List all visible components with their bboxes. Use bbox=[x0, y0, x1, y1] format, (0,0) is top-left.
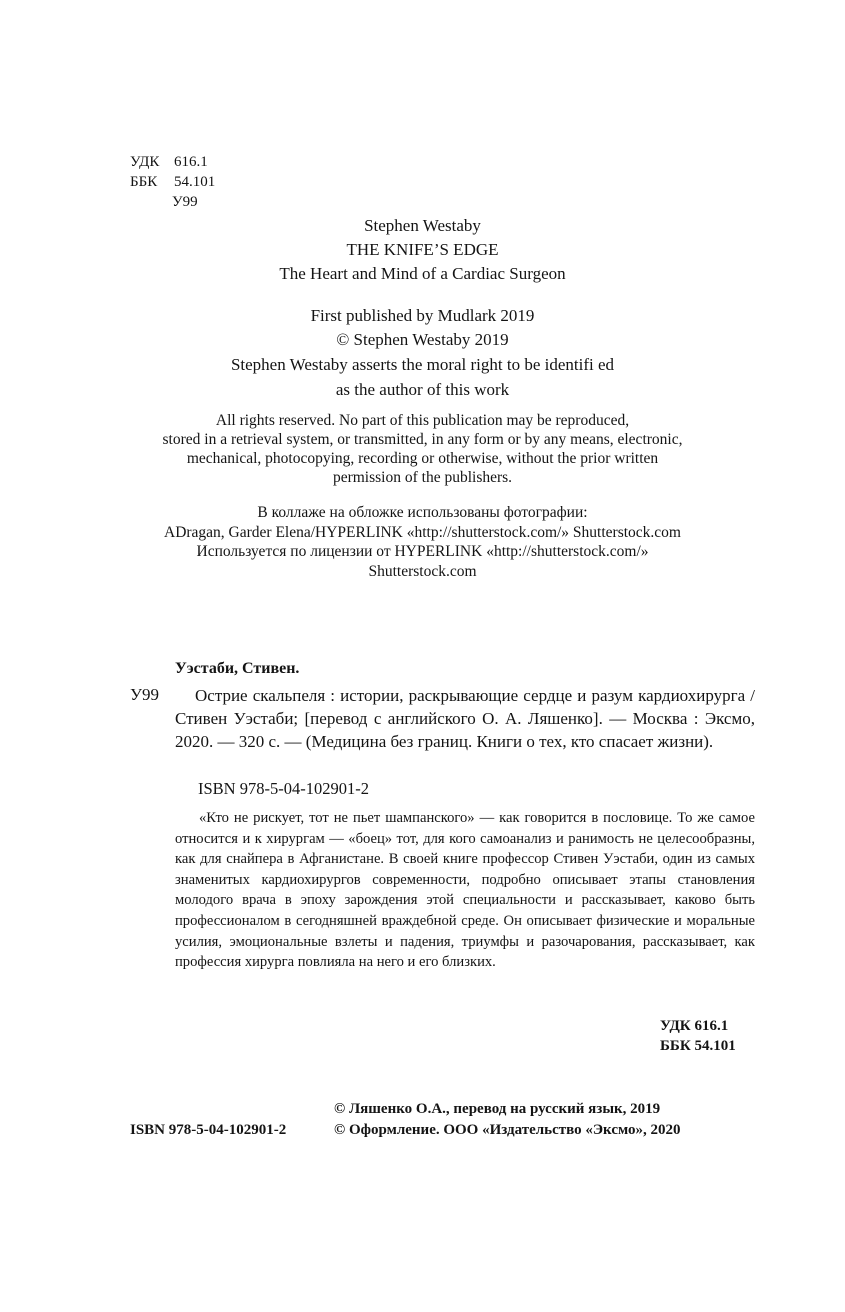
author-mark: У99 bbox=[172, 194, 198, 210]
bib-udk: УДК 616.1 bbox=[660, 1018, 729, 1034]
bib-description: Острие скальпеля : истории, раскрывающие сердце и разум кардиохирурга / Стивен Уэстаби; [перевод с английского О. А. Ляшенко]. — Москва : Эксмо, 2020. — 320 с. — (Медицина без границ. Книги о тех, кто спасает жизни). bbox=[175, 686, 755, 751]
footer-isbn: ISBN 978-5-04-102901-2 bbox=[130, 1122, 287, 1138]
rights-line-2: stored in a retrieval system, or transmitted, in any form or by any means, electronic, bbox=[162, 431, 683, 448]
bib-author-heading: Уэстаби, Стивен. bbox=[175, 660, 300, 677]
first-published: First published by Mudlark 2019 bbox=[310, 306, 535, 325]
bbk-label: ББК bbox=[130, 174, 158, 190]
original-subtitle: The Heart and Mind of a Cardiac Surgeon bbox=[279, 264, 566, 283]
rights-line-3: mechanical, photocopying, recording or otherwise, without the prior written bbox=[186, 450, 659, 467]
bib-isbn: ISBN 978-5-04-102901-2 bbox=[198, 779, 369, 798]
rights-line-4: permission of the publishers. bbox=[332, 469, 513, 486]
original-copyright: © Stephen Westaby 2019 bbox=[336, 330, 509, 349]
moral-right-line-2: as the author of this work bbox=[335, 380, 510, 399]
cover-credit-line-1: В коллаже на обложке использованы фотографии: bbox=[257, 504, 588, 521]
cover-credit-line-3: Используется по лицензии от HYPERLINK «http://shutterstock.com/» bbox=[196, 543, 649, 560]
cover-credit-line-2: ADragan, Garder Elena/HYPERLINK «http://shutterstock.com/» Shutterstock.com bbox=[164, 524, 681, 541]
bib-bbk: ББК 54.101 bbox=[660, 1038, 736, 1054]
bbk-row bbox=[130, 172, 215, 192]
cover-credit-line-4: Shutterstock.com bbox=[368, 563, 477, 580]
annotation: «Кто не рискует, тот не пьет шампанского» — как говорится в пословице. То же самое относится и к хирургам — «боец» тот, для кого самоанализ и ранимость не целесообразны, как для снайпера в Афганистане. В своей книге профессор Стивен Уэстаби, один из самых знаменитых кардиохирургов современности, подробно описывает этапы становления молодого врача в эпоху зарождения этой специальности и рассказывает, каково быть профессионалом в сегодняшней враждебной среде. Он описывает физические и моральные усилия, эмоциональные взлеты и падения, триумфы и разочарования, рассказывает, как профессия хирурга повлияла на него и его близких. bbox=[175, 810, 755, 971]
udk-row bbox=[130, 152, 215, 172]
copyright-translation: © Ляшенко О.А., перевод на русский язык, 2019 bbox=[334, 1101, 661, 1117]
udk-value: 616.1 bbox=[174, 154, 208, 170]
bbk-value: 54.101 bbox=[174, 174, 216, 190]
original-author: Stephen Westaby bbox=[364, 216, 481, 235]
rights-line-1: All rights reserved. No part of this publication may be reproduced, bbox=[215, 412, 630, 429]
moral-right-line-1: Stephen Westaby asserts the moral right to be identifi ed bbox=[230, 355, 615, 374]
udk-label: УДК bbox=[130, 154, 160, 170]
original-title: THE KNIFE’S EDGE bbox=[346, 240, 499, 259]
bib-mark: У99 bbox=[130, 685, 160, 704]
classification-top bbox=[130, 152, 215, 212]
copyright-design: © Оформление. ООО «Издательство «Эксмо», 2020 bbox=[334, 1122, 681, 1138]
